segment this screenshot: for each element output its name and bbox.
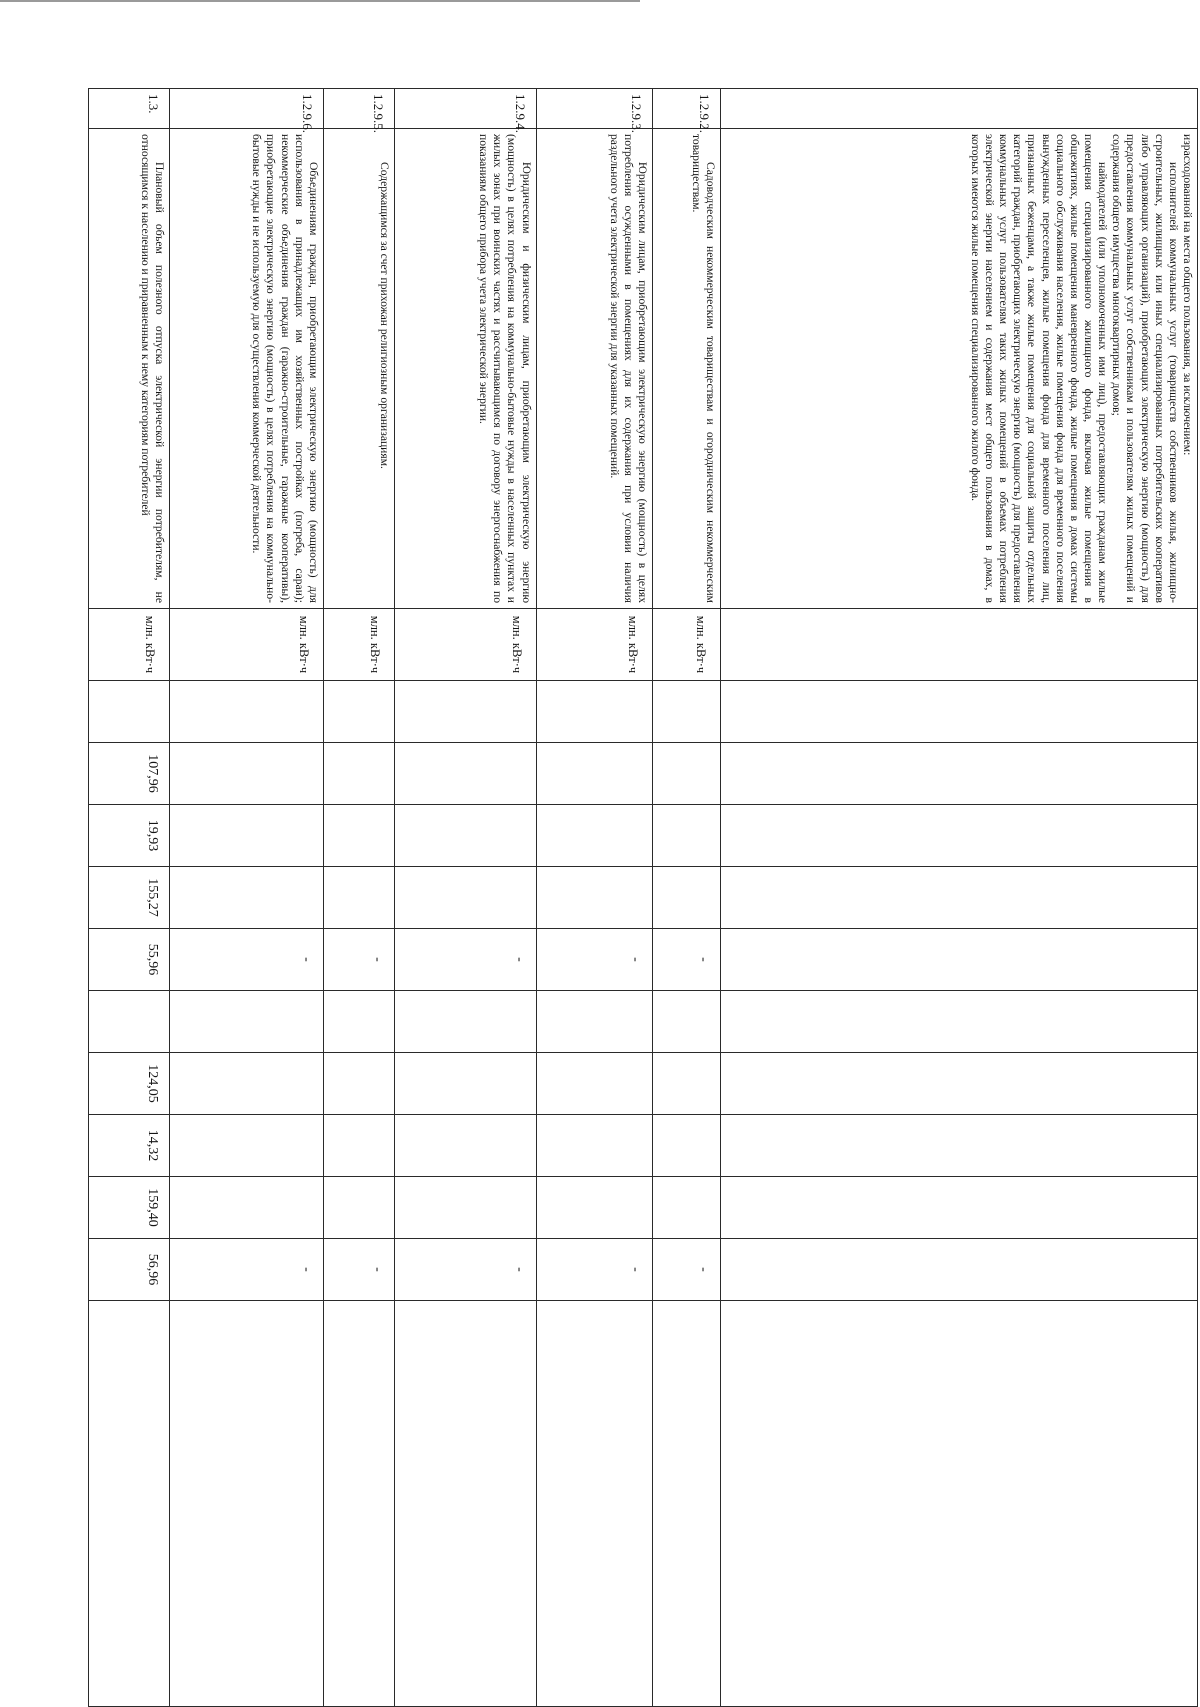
row-description [89,129,170,609]
row-unit: млн. кВт·ч [170,609,324,681]
value-cell [720,743,1197,805]
value-cell [323,743,394,805]
value-cell: 19,93 [89,805,170,867]
table-row [653,89,721,1707]
description-paragraph: Содержащимся за счет прихожан религиозным организациям. [378,162,392,469]
value-cell [395,681,536,743]
value-cell: - [653,929,721,991]
row-unit: млн. кВт·ч [395,609,536,681]
value-cell [536,1053,653,1115]
row-description [323,129,394,609]
description-paragraph: Юридическим лицам, приобретающим электрическую энергию (мощность) в целях потребления осужденными в помещениях для их содержания при условии наличия раздельного учета электрической энергии для указанных помещений. [608,134,650,603]
value-cell [720,929,1197,991]
value-cell [395,867,536,929]
description-paragraph: Юридическим и физическим лицам, приобретающим электрическую энергию (мощность) в целях потребления на коммунально-бытовые нужды в населенных пунктах и жилых зонах при воинских частях и рассчитывающимся по договору энергоснабжения по показаниям общего прибора учета электрической энергии. [477,134,533,603]
table-row [720,89,1197,1707]
description-paragraph: Объединениям граждан, приобретающим электрическую энергию (мощность) для использования в принадлежащих им хозяйственных постройках (погреба, сараи); некоммерческие объединения граждан (гаражно-строительные, гаражные кооперативы), приобретающие электрическую энергию (мощность) в целях потребления на коммунально-бытовые нужды и не используемую для осуществления коммерческой деятельности. [250,134,320,603]
value-cell [170,1053,324,1115]
description-paragraph: Садоводческим некоммерческим товариществам и огородническим некоммерческим товариществам. [689,134,717,603]
value-cell [653,1115,721,1177]
value-cell [395,991,536,1053]
value-cell [323,1177,394,1239]
value-cell [536,991,653,1053]
row-unit: млн. кВт·ч [323,609,394,681]
row-description [170,129,324,609]
value-cell: 124,05 [89,1053,170,1115]
description-paragraph: наймодателей (или уполномоченных ими лиц), предоставляющих гражданам жилые помещения специализированного жилищного фонда, включая жилые помещения в общежитиях, жилые помещения маневренного фонда, жилые помещения в домах системы социального обслуживания населения, жилые помещения фонда для временного поселения вынужденных переселенцев, жилые помещения фонда для временного поселения лиц, признанных беженцами, а также жилые помещения для социальной защиты отдельных категорий граждан, приобретающих электрическую энергию (мощность) для предоставления коммунальных услуг пользователям таких жилых помещений в объемах потребления электрической энергии населением и содержания мест общего пользования в домах, в которых имеются жилые помещения специализированного жилого фонда. [968,134,1110,603]
row-unit: млн. кВт·ч [89,609,170,681]
rotated-page [88,88,1198,1668]
value-cell [536,867,653,929]
value-cell [720,867,1197,929]
value-cell [395,743,536,805]
value-cell [536,743,653,805]
value-cell [653,1177,721,1239]
row-code: 1.2.9.4. [395,89,536,129]
value-cell [89,991,170,1053]
value-cell [653,681,721,743]
table-row [395,89,536,1707]
empty-cell [536,1301,653,1707]
value-cell: - [653,1239,721,1301]
value-cell: 159,40 [89,1177,170,1239]
value-cell [170,867,324,929]
value-cell [536,1177,653,1239]
value-cell: - [323,1239,394,1301]
empty-cell [720,1301,1197,1707]
value-cell: - [536,929,653,991]
row-description [395,129,536,609]
value-cell [170,1115,324,1177]
empty-cell [323,1301,394,1707]
value-cell [720,805,1197,867]
value-cell: 155,27 [89,867,170,929]
value-cell: - [170,929,324,991]
value-cell: 14,32 [89,1115,170,1177]
value-cell [653,743,721,805]
value-cell [395,1053,536,1115]
value-cell [323,991,394,1053]
value-cell [323,1115,394,1177]
value-cell [170,991,324,1053]
empty-cell [653,1301,721,1707]
value-cell [720,1177,1197,1239]
row-unit: млн. кВт·ч [653,609,721,681]
value-cell [170,805,324,867]
value-cell [720,1239,1197,1301]
value-cell [170,681,324,743]
row-code: 1.2.9.3. [536,89,653,129]
value-cell: - [395,1239,536,1301]
value-cell [170,1177,324,1239]
tariff-volume-table [88,88,1198,1707]
value-cell [720,991,1197,1053]
row-description [536,129,653,609]
row-code: 1.2.9.6. [170,89,324,129]
value-cell [536,805,653,867]
value-cell [653,867,721,929]
value-cell: - [536,1239,653,1301]
value-cell [720,681,1197,743]
table-row [323,89,394,1707]
value-cell: - [323,929,394,991]
value-cell [395,1115,536,1177]
description-paragraph: исполнителей коммунальных услуг (товариществ собственников жилья, жилищно-строительных, жилищных или иных специализированных потребительских кооперативов либо управляющих организаций), приобретающих электрическую энергию (мощность) для предоставления коммунальных услуг собственникам и пользователям жилых помещений и содержания общего имущества многоквартирных домов; [1110,134,1180,603]
value-cell [720,1115,1197,1177]
value-cell [170,743,324,805]
value-cell [323,681,394,743]
value-cell [653,1053,721,1115]
value-cell: 55,96 [89,929,170,991]
empty-cell [89,1301,170,1707]
row-code: 1.2.9.5. [323,89,394,129]
value-cell [323,805,394,867]
value-cell [323,867,394,929]
row-description [720,129,1197,609]
value-cell [720,1053,1197,1115]
row-unit: млн. кВт·ч [536,609,653,681]
value-cell [89,681,170,743]
empty-cell [170,1301,324,1707]
table-row [170,89,324,1707]
value-cell [653,991,721,1053]
description-paragraph: израсходованной на места общего пользования, за исключением: [1181,134,1194,456]
row-unit [720,609,1197,681]
description-paragraph: Плановый объем полезного отпуска электрической энергии потребителям, не относящимся к населению и приравненным к нему категориям потребителей [139,134,167,603]
value-cell: 107,96 [89,743,170,805]
value-cell [536,681,653,743]
row-code: 1.2.9.2. [653,89,721,129]
value-cell [653,805,721,867]
value-cell: - [395,929,536,991]
value-cell [395,1177,536,1239]
value-cell: - [170,1239,324,1301]
value-cell [323,1053,394,1115]
value-cell [395,805,536,867]
empty-cell [395,1301,536,1707]
row-code: 1.3. [89,89,170,129]
scan-edge-line [0,0,640,2]
value-cell: 56,96 [89,1239,170,1301]
row-description [653,129,721,609]
table-body [89,89,1198,1707]
table-row [89,89,170,1707]
table-row [536,89,653,1707]
value-cell [536,1115,653,1177]
row-code [720,89,1197,129]
